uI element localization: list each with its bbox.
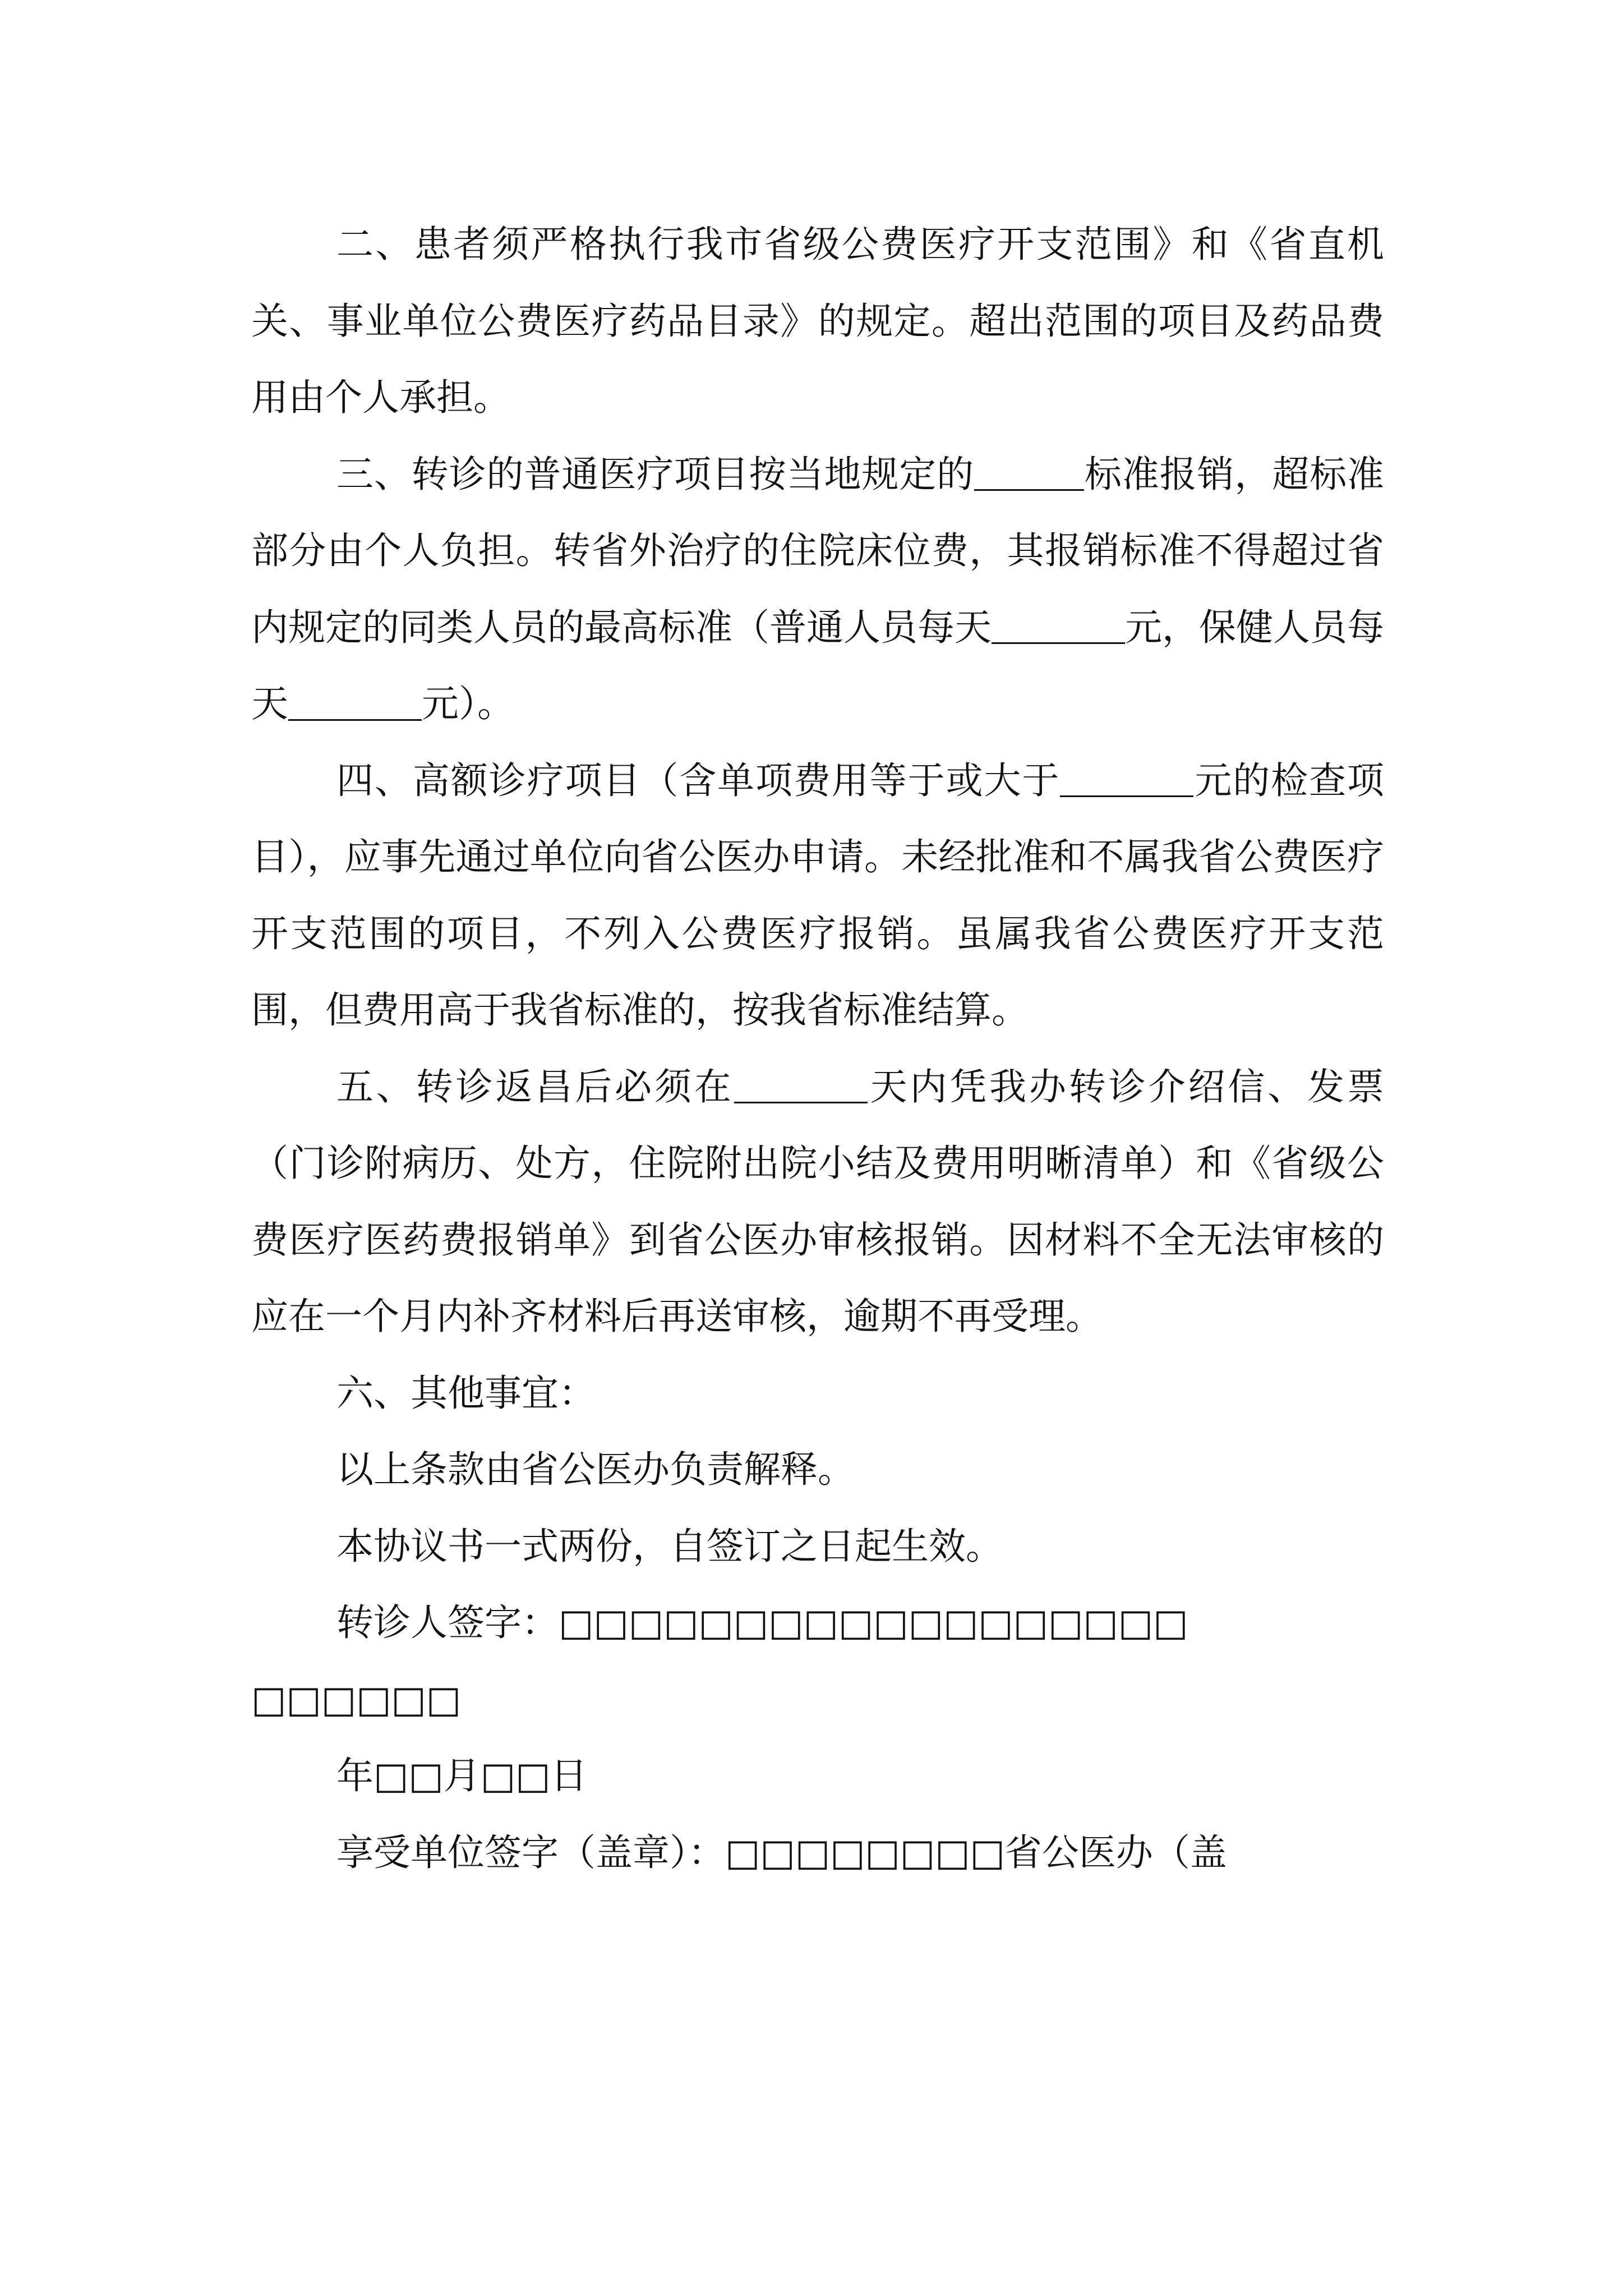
fill-blank bbox=[992, 605, 1125, 644]
clause-four-text-a: 四、高额诊疗项目（含单项费用等于或大于 bbox=[336, 758, 1061, 802]
clause-three-text-d: 元）。 bbox=[422, 682, 514, 725]
clause-three-text-c: 元，保健人员每天 bbox=[251, 605, 1384, 725]
clause-six: 六、其他事宜： bbox=[336, 1371, 596, 1415]
referral-signature-line: 转诊人签字：□□□□□□□□□□□□□□□□□□ bbox=[336, 1601, 1188, 1644]
clause-two: 二、患者须严格执行我市省级公费医疗开支范围》和《省直机关、事业单位公费医疗药品目录》的规定。超出范围的项目及药品费用由个人承担。 bbox=[251, 223, 1384, 419]
interpretation-note: 以上条款由省公医办负责解释。 bbox=[336, 1448, 855, 1491]
fill-blank bbox=[974, 452, 1084, 491]
clause-five bbox=[251, 1049, 1384, 1355]
clause-four-text-b: 元的检查项目），应事先通过单位向省公医办申请。未经批准和不属我省公费医疗开支范围的项目，不列入公费医疗报销。虽属我省公费医疗开支范围，但费用高于我省标准的，按我省标准结算。 bbox=[251, 758, 1385, 1032]
clause-three-text-b: 标准报销，超标准部分由个人负担。转省外治疗的住院床位费，其报销标准不得超过省内规定的同类人员的最高标准（普通人员每天 bbox=[251, 452, 1385, 649]
referral-signature-continuation: □□□□□□ bbox=[251, 1677, 462, 1721]
clause-five-text-b: 天内凭我办转诊介绍信、发票（门诊附病历、处方，住院附出院小结及费用明晰清单）和《省级公费医疗医药费报销单》到省公医办审核报销。因材料不全无法审核的应在一个月内补齐材料后再送审核，逾期不再受理。 bbox=[251, 1065, 1385, 1338]
fill-blank bbox=[288, 682, 422, 721]
clause-five-text-a: 五、转诊返昌后必须在 bbox=[336, 1065, 734, 1108]
clause-three-text-a: 三、转诊的普通医疗项目按当地规定的 bbox=[336, 452, 974, 496]
fill-blank bbox=[1060, 758, 1193, 797]
date-line: 年□□月□□日 bbox=[336, 1754, 588, 1797]
clause-four bbox=[251, 743, 1384, 1049]
unit-signature-line: 享受单位签字（盖章）：□□□□□□□□省公医办（盖 bbox=[336, 1830, 1227, 1874]
effective-note: 本协议书一式两份，自签订之日起生效。 bbox=[336, 1524, 1003, 1568]
clause-three bbox=[251, 436, 1384, 743]
document-body bbox=[251, 206, 1384, 1891]
fill-blank bbox=[734, 1065, 868, 1103]
